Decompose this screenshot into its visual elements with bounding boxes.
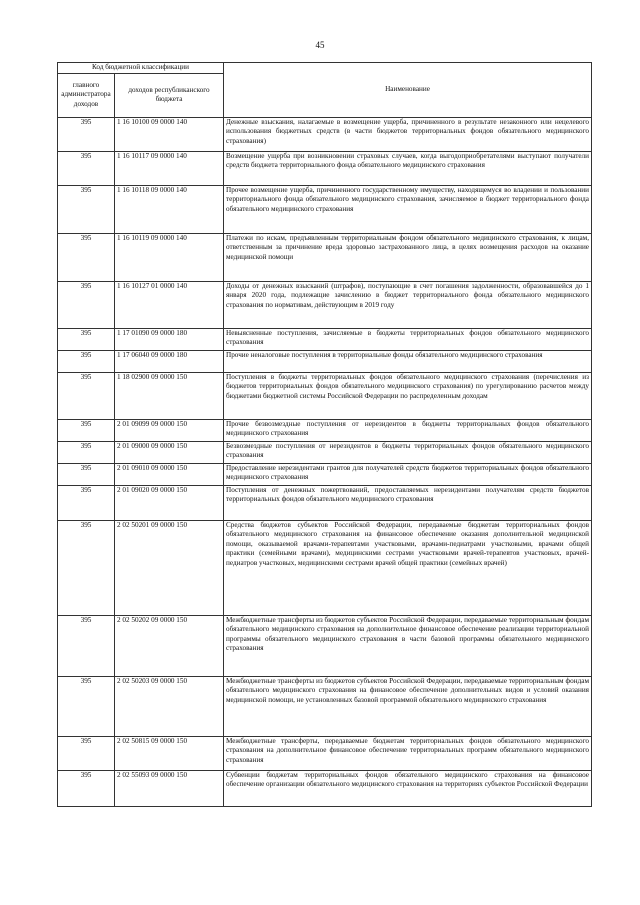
admin-code-cell: 395 bbox=[58, 151, 115, 185]
admin-code-cell: 395 bbox=[58, 328, 115, 350]
admin-code-cell: 395 bbox=[58, 441, 115, 463]
revenue-code-cell: 2 02 50201 09 0000 150 bbox=[115, 520, 224, 615]
table-row bbox=[58, 151, 592, 185]
admin-code-cell: 395 bbox=[58, 419, 115, 441]
revenue-code-cell: 2 01 09099 09 0000 150 bbox=[115, 419, 224, 441]
revenue-code-cell: 1 16 10100 09 0000 140 bbox=[115, 117, 224, 151]
revenue-code-cell: 2 01 09010 09 0000 150 bbox=[115, 463, 224, 485]
header-admin: главного администратора доходов bbox=[58, 73, 115, 117]
page-number: 45 bbox=[315, 40, 325, 50]
table-row bbox=[58, 676, 592, 736]
header-classification-code: Код бюджетной классификации bbox=[58, 63, 224, 74]
revenue-code-cell: 2 02 50202 09 0000 150 bbox=[115, 615, 224, 676]
admin-code-cell: 395 bbox=[58, 185, 115, 233]
table-row bbox=[58, 485, 592, 520]
admin-code-cell: 395 bbox=[58, 770, 115, 806]
table-row bbox=[58, 350, 592, 372]
admin-code-cell: 395 bbox=[58, 520, 115, 615]
admin-code-cell: 395 bbox=[58, 463, 115, 485]
revenue-code-cell: 2 01 09000 09 0000 150 bbox=[115, 441, 224, 463]
name-cell: Прочие безвозмездные поступления от нерезидентов в бюджеты территориальных фондов обязательного медицинского страхования bbox=[224, 419, 592, 441]
name-cell: Возмещение ущерба при возникновении страховых случаев, когда выгодоприобретателями выступают получатели средств бюджета территориального фонда обязательного медицинского страхования bbox=[224, 151, 592, 185]
admin-code-cell: 395 bbox=[58, 350, 115, 372]
name-cell: Предоставление нерезидентами грантов для получателей средств бюджетов территориальных фондов обязательного медицинского страхования bbox=[224, 463, 592, 485]
revenue-code-cell: 2 01 09020 09 0000 150 bbox=[115, 485, 224, 520]
table-row bbox=[58, 770, 592, 806]
admin-code-cell: 395 bbox=[58, 281, 115, 328]
revenue-code-cell: 1 16 10119 09 0000 140 bbox=[115, 233, 224, 281]
admin-code-cell: 395 bbox=[58, 676, 115, 736]
name-cell: Межбюджетные трансферты, передаваемые бюджетам территориальных фондов обязательного медицинского страхования на дополнительное финансовое обеспечение территориальных программ обязательного медицинского страхования bbox=[224, 736, 592, 770]
admin-code-cell: 395 bbox=[58, 233, 115, 281]
table-row bbox=[58, 281, 592, 328]
table-row bbox=[58, 233, 592, 281]
revenue-code-cell: 1 17 06040 09 0000 180 bbox=[115, 350, 224, 372]
name-cell: Денежные взыскания, налагаемые в возмещение ущерба, причиненного в результате незаконного или нецелевого использования бюджетных средств (в части бюджетов территориальных фондов обязательного медицинского страхования) bbox=[224, 117, 592, 151]
name-cell: Невыясненные поступления, зачисляемые в бюджеты территориальных фондов обязательного медицинского страхования bbox=[224, 328, 592, 350]
revenue-code-cell: 2 02 50815 09 0000 150 bbox=[115, 736, 224, 770]
name-cell: Доходы от денежных взысканий (штрафов), поступающие в счет погашения задолженности, образовавшейся до 1 января 2020 года, подлежащие зачислению в бюджет территориального фонда обязательного медицинского страхования по нормативам, действующим в 2019 году bbox=[224, 281, 592, 328]
revenue-code-cell: 2 02 55093 09 0000 150 bbox=[115, 770, 224, 806]
budget-classification-table bbox=[57, 62, 592, 807]
name-cell: Межбюджетные трансферты из бюджетов субъектов Российской Федерации, передаваемые территориальным фондам обязательного медицинского страхования на финансовое обеспечение дополнительных видов и условий оказания медицинской помощи, не установленных базовой программой обязательного медицинского страхования bbox=[224, 676, 592, 736]
revenue-code-cell: 1 16 10127 01 0000 140 bbox=[115, 281, 224, 328]
revenue-code-cell: 1 17 01090 09 0000 180 bbox=[115, 328, 224, 350]
table-row bbox=[58, 185, 592, 233]
header-name: Наименование bbox=[224, 63, 592, 118]
name-cell: Платежи по искам, предъявленным территориальным фондом обязательного медицинского страхования, к лицам, ответственным за причинение вреда здоровью застрахованного лица, в целях возмещения расходов на оказание медицинской помощи bbox=[224, 233, 592, 281]
name-cell: Прочие неналоговые поступления в территориальные фонды обязательного медицинского страхования bbox=[224, 350, 592, 372]
revenue-code-cell: 1 18 02900 09 0000 150 bbox=[115, 372, 224, 419]
name-cell: Безвозмездные поступления от нерезидентов в бюджеты территориальных фондов обязательного медицинского страхования bbox=[224, 441, 592, 463]
table-row bbox=[58, 463, 592, 485]
name-cell: Межбюджетные трансферты из бюджетов субъектов Российской Федерации, передаваемые территориальным фондам обязательного медицинского страхования на дополнительное финансовое обеспечение реализации территориальной программы обязательного медицинского страхования в части базовой программы обязательного медицинского страхования bbox=[224, 615, 592, 676]
table-row bbox=[58, 372, 592, 419]
revenue-code-cell: 1 16 10117 09 0000 140 bbox=[115, 151, 224, 185]
table-row bbox=[58, 419, 592, 441]
admin-code-cell: 395 bbox=[58, 485, 115, 520]
name-cell: Поступления в бюджеты территориальных фондов обязательного медицинского страхования (перечисления из бюджетов территориальных фондов обязательного медицинского страхования) по урегулированию расчетов между бюджетами бюджетной системы Российской Федерации по распределенным доходам bbox=[224, 372, 592, 419]
admin-code-cell: 395 bbox=[58, 372, 115, 419]
name-cell: Субвенции бюджетам территориальных фондов обязательного медицинского страхования на финансовое обеспечение организации обязательного медицинского страхования на территориях субъектов Российской Федерации bbox=[224, 770, 592, 806]
table-row bbox=[58, 615, 592, 676]
table-row bbox=[58, 441, 592, 463]
name-cell: Средства бюджетов субъектов Российской Федерации, передаваемые бюджетам территориальных фондов обязательного медицинского страхования на финансовое обеспечение оказания дополнительной медицинской помощи, оказываемой врачами-терапевтами участковыми, врачами-педиатрами участковыми, врачами общей практики (семейными врачами), медицинскими сестрами участковыми врачей-терапевтов участковых, врачей-педиатров участковых, медицинскими сестрами врачей общей практики (семейных врачей) bbox=[224, 520, 592, 615]
table-row bbox=[58, 328, 592, 350]
table-row bbox=[58, 520, 592, 615]
revenue-code-cell: 2 02 50203 09 0000 150 bbox=[115, 676, 224, 736]
table-row bbox=[58, 117, 592, 151]
header-revenue-code: доходов республиканского бюджета bbox=[115, 73, 224, 117]
table-row bbox=[58, 736, 592, 770]
admin-code-cell: 395 bbox=[58, 117, 115, 151]
revenue-code-cell: 1 16 10118 09 0000 140 bbox=[115, 185, 224, 233]
admin-code-cell: 395 bbox=[58, 736, 115, 770]
name-cell: Поступления от денежных пожертвований, предоставляемых нерезидентами получателям средств бюджетов территориальных фондов обязательного медицинского страхования bbox=[224, 485, 592, 520]
name-cell: Прочее возмещение ущерба, причиненного государственному имуществу, находящемуся во владении и пользовании территориального фонда обязательного медицинского страхования, зачисляемое в бюджет территориального фонда обязательного медицинского страхования bbox=[224, 185, 592, 233]
admin-code-cell: 395 bbox=[58, 615, 115, 676]
